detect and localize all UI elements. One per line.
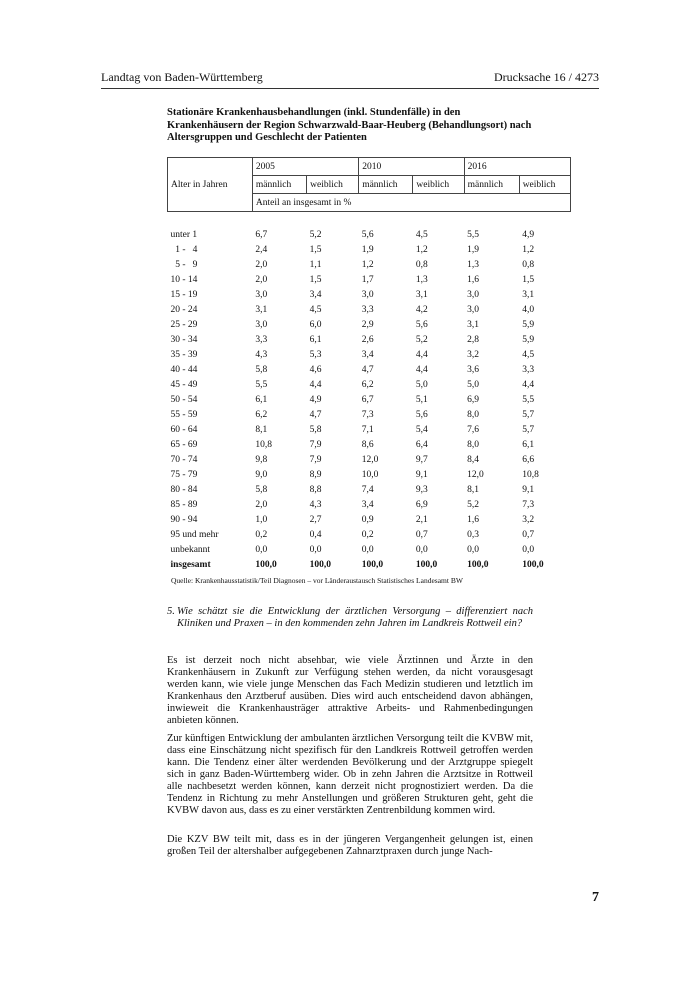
- value-cell: 3,1: [522, 289, 535, 300]
- value-cell: 0,9: [361, 514, 374, 525]
- value-cell: 5,8: [255, 484, 268, 495]
- value-cell: 10,0: [361, 469, 379, 480]
- table-row: [168, 542, 571, 557]
- table-title: Stationäre Krankenhausbehandlungen (inkl. Stundenfälle) in den Krankenhäusern der Region Schwarzwald-Baar-Heuberg (Behandlungsort) nach Altersgruppen und Geschlecht der Patienten: [167, 107, 532, 143]
- value-cell: 4,2: [415, 304, 428, 315]
- value-cell: 8,8: [309, 484, 322, 495]
- page-header: [101, 70, 599, 85]
- value-cell: 4,5: [309, 304, 322, 315]
- value-cell: 1,3: [467, 259, 480, 270]
- answer-paragraph: Zur künftigen Entwicklung der ambulanten ärztlichen Versorgung teilt die KVBW mit, dass eine Einschätzung nicht spezifisch für den Landkreis Rottweil getroffen werden kann. Die Tendenz einer älter werdenden Bevölkerung und der Arztgruppe spiegelt sich in ganz Baden-Württemberg wider. Ob in zehn Jahren die Arztsitze in Rottweil alle nachbesetzt werden können, kann derzeit nicht prognostiziert werden. Da die Tendenz in Richtung zu mehr Anstellungen und größeren Strukturen geht, geht die KVBW davon aus, dass es zu einer verstärkten Zentrenbildung kommen wird.: [167, 733, 533, 816]
- value-cell: 8,0: [467, 439, 480, 450]
- age-group-cell: unter 1: [170, 229, 198, 240]
- value-cell: 100,0: [522, 559, 544, 570]
- value-cell: 4,7: [309, 409, 322, 420]
- value-cell: 5,2: [467, 499, 480, 510]
- value-cell: 6,7: [255, 229, 268, 240]
- value-cell: 1,2: [522, 244, 535, 255]
- age-group-cell: 1 - 4: [170, 244, 198, 255]
- table-row: [168, 392, 571, 407]
- value-cell: 0,0: [255, 544, 268, 555]
- value-cell: 3,3: [361, 304, 374, 315]
- value-cell: 7,9: [309, 454, 322, 465]
- value-cell: 3,0: [361, 289, 374, 300]
- value-cell: 0,7: [522, 529, 535, 540]
- table-row: [168, 467, 571, 482]
- age-group-cell: 85 - 89: [170, 499, 198, 510]
- table-row: [168, 422, 571, 437]
- value-cell: 9,1: [522, 484, 535, 495]
- value-cell: 8,1: [467, 484, 480, 495]
- value-cell: 5,9: [522, 334, 535, 345]
- table-row: [168, 347, 571, 362]
- value-cell: 5,8: [309, 424, 322, 435]
- value-cell: 3,2: [467, 349, 480, 360]
- value-cell: 5,3: [309, 349, 322, 360]
- value-cell: 5,6: [415, 319, 428, 330]
- value-cell: 0,3: [467, 529, 480, 540]
- table-row: [168, 527, 571, 542]
- table-row: [168, 332, 571, 347]
- value-cell: 0,4: [309, 529, 322, 540]
- value-cell: 4,4: [415, 364, 428, 375]
- value-cell: 5,7: [522, 424, 535, 435]
- value-cell: 9,1: [415, 469, 428, 480]
- value-cell: 3,1: [255, 304, 268, 315]
- value-cell: 4,4: [309, 379, 322, 390]
- value-cell: 8,9: [309, 469, 322, 480]
- value-cell: 4,9: [309, 394, 322, 405]
- value-cell: 0,8: [415, 259, 428, 270]
- table-row: [168, 452, 571, 467]
- age-group-cell: 35 - 39: [170, 349, 198, 360]
- value-cell: 100,0: [467, 559, 489, 570]
- value-cell: 0,7: [415, 529, 428, 540]
- value-cell: 1,6: [467, 514, 480, 525]
- answer-paragraph: Es ist derzeit noch nicht absehbar, wie viele Ärztinnen und Ärzte in den Krankenhäusern in Zukunft zur Verfügung stehen werden, da nicht vorausgesagt werden kann, wie viele junge Menschen das Fach Medizin studieren und letztlich im Krankenhaus den Arztberuf ausüben. Dies wird auch entscheidend davon abhängen, inwieweit die Krankenhausträger attraktive Arbeits- und Rahmenbedingungen anbieten können.: [167, 655, 533, 726]
- age-group-cell: 5 - 9: [170, 259, 198, 270]
- value-cell: 3,1: [415, 289, 428, 300]
- value-cell: 6,0: [309, 319, 322, 330]
- value-cell: 100,0: [309, 559, 331, 570]
- value-cell: 10,8: [522, 469, 539, 480]
- year-header: 2005: [252, 158, 358, 176]
- value-cell: 2,0: [255, 499, 268, 510]
- header-left: Landtag von Baden-Württemberg: [101, 70, 263, 84]
- table-row: [168, 482, 571, 497]
- age-group-cell: 20 - 24: [170, 304, 198, 315]
- value-cell: 6,4: [415, 439, 428, 450]
- value-cell: 1,6: [467, 274, 480, 285]
- value-cell: 1,7: [361, 274, 374, 285]
- value-cell: 100,0: [415, 559, 438, 570]
- question-block: [167, 606, 533, 630]
- table-row: [168, 242, 571, 257]
- sex-header: weiblich: [413, 176, 464, 194]
- value-cell: 1,5: [309, 244, 322, 255]
- value-cell: 4,3: [309, 499, 322, 510]
- value-cell: 10,8: [255, 439, 273, 450]
- value-cell: 3,0: [255, 319, 268, 330]
- value-cell: 100,0: [255, 559, 277, 570]
- value-cell: 5,5: [255, 379, 268, 390]
- value-cell: 3,2: [522, 514, 535, 525]
- table-row: [168, 512, 571, 527]
- value-cell: 0,8: [522, 259, 535, 270]
- value-cell: 4,0: [522, 304, 535, 315]
- value-cell: 12,0: [361, 454, 379, 465]
- value-cell: 12,0: [467, 469, 484, 480]
- age-column-header: Alter in Jahren: [168, 176, 253, 194]
- value-cell: 5,0: [467, 379, 480, 390]
- value-cell: 5,4: [415, 424, 428, 435]
- value-cell: 8,4: [467, 454, 480, 465]
- value-cell: 6,2: [361, 379, 374, 390]
- value-cell: 3,3: [522, 364, 535, 375]
- value-cell: 4,6: [309, 364, 322, 375]
- header-right: Drucksache 16 / 4273: [494, 70, 599, 84]
- answer-paragraph: Die KZV BW teilt mit, dass es in der jüngeren Vergangenheit gelungen ist, einen großen Teil der altershalber aufgegebenen Zahnarztpraxen durch junge Nach-: [167, 834, 533, 857]
- table-row: [168, 257, 571, 272]
- age-group-cell: 10 - 14: [170, 274, 198, 285]
- value-cell: 0,0: [361, 544, 374, 555]
- statistics-table: [167, 157, 571, 572]
- value-cell: 8,6: [361, 439, 374, 450]
- value-cell: 2,0: [255, 274, 268, 285]
- age-group-cell: 80 - 84: [170, 484, 198, 495]
- value-cell: 0,2: [255, 529, 268, 540]
- value-cell: 5,1: [415, 394, 428, 405]
- value-cell: 3,6: [467, 364, 480, 375]
- value-cell: 5,7: [522, 409, 535, 420]
- table-row: [168, 437, 571, 452]
- age-group-cell: 40 - 44: [170, 364, 198, 375]
- value-cell: 6,1: [309, 334, 322, 345]
- age-group-cell: 90 - 94: [170, 514, 198, 525]
- table-row: [168, 377, 571, 392]
- value-cell: 6,9: [415, 499, 428, 510]
- value-cell: 6,1: [255, 394, 268, 405]
- age-group-cell: insgesamt: [170, 559, 211, 570]
- age-group-cell: 15 - 19: [170, 289, 198, 300]
- value-cell: 6,7: [361, 394, 374, 405]
- value-cell: 4,3: [255, 349, 268, 360]
- value-cell: 8,0: [467, 409, 480, 420]
- value-cell: 4,5: [522, 349, 535, 360]
- age-group-cell: unbekannt: [170, 544, 211, 555]
- year-header: 2016: [464, 158, 570, 176]
- age-group-cell: 60 - 64: [170, 424, 198, 435]
- value-cell: 2,4: [255, 244, 268, 255]
- value-cell: 1,9: [361, 244, 374, 255]
- value-cell: 100,0: [361, 559, 384, 570]
- value-cell: 4,7: [361, 364, 374, 375]
- value-cell: 1,2: [361, 259, 374, 270]
- value-cell: 3,4: [361, 499, 374, 510]
- value-cell: 4,4: [522, 379, 535, 390]
- table-row: [168, 302, 571, 317]
- value-cell: 5,6: [361, 229, 374, 240]
- value-cell: 0,0: [415, 544, 428, 555]
- value-cell: 0,2: [361, 529, 374, 540]
- age-group-cell: 75 - 79: [170, 469, 198, 480]
- value-cell: 5,0: [415, 379, 428, 390]
- value-cell: 4,4: [415, 349, 428, 360]
- value-cell: 1,5: [522, 274, 535, 285]
- value-cell: 7,3: [522, 499, 535, 510]
- value-cell: 1,2: [415, 244, 428, 255]
- value-cell: 1,1: [309, 259, 322, 270]
- sex-header: männlich: [464, 176, 519, 194]
- value-cell: 3,0: [467, 304, 480, 315]
- value-cell: 6,9: [467, 394, 480, 405]
- table-row: [168, 407, 571, 422]
- value-cell: 6,2: [255, 409, 268, 420]
- value-cell: 7,1: [361, 424, 374, 435]
- year-header: 2010: [359, 158, 464, 176]
- value-cell: 6,1: [522, 439, 535, 450]
- value-cell: 3,4: [361, 349, 374, 360]
- header-divider: [101, 88, 599, 89]
- age-group-cell: 65 - 69: [170, 439, 198, 450]
- value-cell: 7,6: [467, 424, 480, 435]
- value-cell: 2,8: [467, 334, 480, 345]
- value-cell: 2,6: [361, 334, 374, 345]
- value-cell: 8,1: [255, 424, 268, 435]
- table-row: [168, 317, 571, 332]
- value-cell: 2,1: [415, 514, 428, 525]
- value-cell: 2,9: [361, 319, 374, 330]
- question-text: Wie schätzt sie die Entwicklung der ärztlichen Versorgung – differenziert nach Kliniken und Praxen – in den kommenden zehn Jahren im Landkreis Rottweil ein?: [177, 606, 533, 629]
- table-row: [168, 272, 571, 287]
- value-cell: 2,7: [309, 514, 322, 525]
- table-row: [168, 497, 571, 512]
- value-cell: 3,0: [255, 289, 268, 300]
- sex-header: männlich: [252, 176, 306, 194]
- total-row: [168, 557, 571, 572]
- value-cell: 4,5: [415, 229, 428, 240]
- value-cell: 3,4: [309, 289, 322, 300]
- table-source: Quelle: Krankenhausstatistik/Teil Diagnosen – vor Länderaustausch Statistisches Landesamt BW: [171, 576, 463, 585]
- value-cell: 1,3: [415, 274, 428, 285]
- age-group-cell: 55 - 59: [170, 409, 198, 420]
- age-group-cell: 30 - 34: [170, 334, 198, 345]
- value-cell: 5,5: [467, 229, 480, 240]
- table-row: [168, 287, 571, 302]
- table-row: [168, 227, 571, 242]
- value-cell: 3,3: [255, 334, 268, 345]
- value-cell: 5,2: [309, 229, 322, 240]
- age-group-cell: 50 - 54: [170, 394, 198, 405]
- page-number: 7: [592, 890, 599, 905]
- value-cell: 1,0: [255, 514, 268, 525]
- value-cell: 6,6: [522, 454, 535, 465]
- value-cell: 5,5: [522, 394, 535, 405]
- question-number: 5.: [167, 606, 175, 617]
- value-cell: 5,6: [415, 409, 428, 420]
- value-cell: 1,5: [309, 274, 322, 285]
- value-cell: 0,0: [522, 544, 535, 555]
- sex-header: weiblich: [519, 176, 570, 194]
- sex-header: weiblich: [307, 176, 359, 194]
- value-cell: 1,9: [467, 244, 480, 255]
- value-cell: 0,0: [309, 544, 322, 555]
- unit-label: Anteil an insgesamt in %: [252, 194, 570, 212]
- value-cell: 9,7: [415, 454, 428, 465]
- value-cell: 9,0: [255, 469, 268, 480]
- age-group-cell: 45 - 49: [170, 379, 198, 390]
- age-group-cell: 25 - 29: [170, 319, 198, 330]
- value-cell: 7,4: [361, 484, 374, 495]
- value-cell: 4,9: [522, 229, 535, 240]
- value-cell: 3,0: [467, 289, 480, 300]
- value-cell: 9,3: [415, 484, 428, 495]
- value-cell: 2,0: [255, 259, 268, 270]
- value-cell: 7,3: [361, 409, 374, 420]
- value-cell: 5,2: [415, 334, 428, 345]
- value-cell: 9,8: [255, 454, 268, 465]
- value-cell: 5,8: [255, 364, 268, 375]
- value-cell: 5,9: [522, 319, 535, 330]
- age-group-cell: 95 und mehr: [170, 529, 219, 540]
- value-cell: 3,1: [467, 319, 480, 330]
- value-cell: 7,9: [309, 439, 322, 450]
- sex-header: männlich: [359, 176, 413, 194]
- table-row: [168, 362, 571, 377]
- value-cell: 0,0: [467, 544, 480, 555]
- age-group-cell: 70 - 74: [170, 454, 198, 465]
